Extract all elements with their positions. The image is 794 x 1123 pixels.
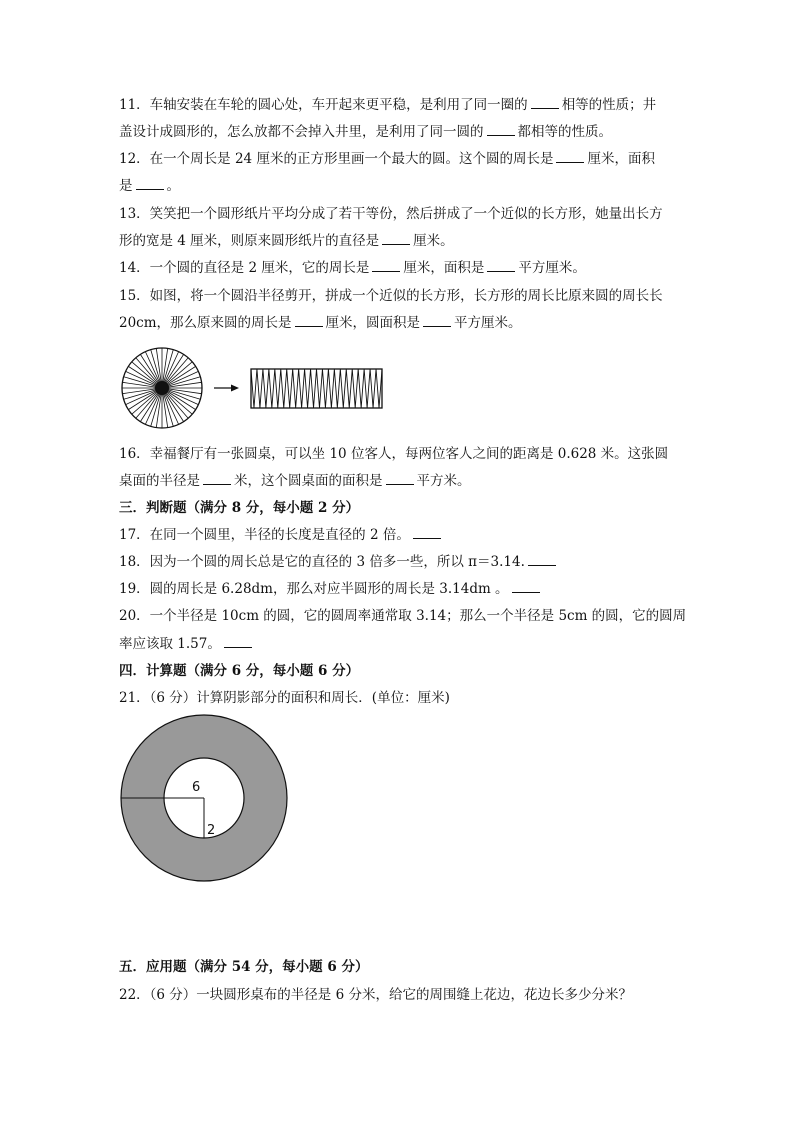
question-12-line-2: 是 。 <box>119 178 180 194</box>
sector-circle <box>122 348 202 428</box>
approximate-rectangle <box>251 369 382 408</box>
arrow-icon <box>214 385 239 392</box>
answer-blank[interactable] <box>382 232 410 245</box>
answer-blank[interactable] <box>413 526 441 539</box>
question-21: 21．（6 分）计算阴影部分的面积和周长．(单位：厘米) <box>119 690 450 706</box>
circle-to-rectangle-figure <box>118 347 388 433</box>
question-18: 18．因为一个圆的周长总是它的直径的 3 倍多一些，所以 π＝3.14. <box>119 552 679 572</box>
question-15-line-2: 20cm，那么原来圆的周长是 厘米，圆面积是 平方厘米。 <box>119 315 522 331</box>
section-3-heading: 三．判断题（满分 8 分，每小题 2 分） <box>119 500 360 516</box>
answer-blank[interactable] <box>531 96 559 109</box>
question-22: 22．（6 分）一块圆形桌布的半径是 6 分米，给它的周围缝上花边，花边长多少分米？ <box>119 987 632 1003</box>
question-12-line-1: 12．在一个周长是 24 厘米的正方形里画一个最大的圆。这个圆的周长是 厘米，面积 <box>119 151 655 167</box>
answer-blank[interactable] <box>295 314 323 327</box>
section-4-heading: 四．计算题（满分 6 分，每小题 6 分） <box>119 663 360 679</box>
question-11-line-1: 11．车轴安装在车轮的圆心处，车开起来更平稳，是利用了同一圈的 相等的性质；井 <box>119 97 657 113</box>
answer-blank[interactable] <box>136 177 164 190</box>
question-16-line-2: 桌面的半径是 米，这个圆桌面的面积是 平方米。 <box>119 473 471 489</box>
question-19: 19．圆的周长是 6.28dm，那么对应半圆形的周长是 3.14dm 。 <box>119 579 679 599</box>
answer-blank[interactable] <box>372 259 400 272</box>
answer-blank[interactable] <box>224 635 252 648</box>
section-5-heading: 五．应用题（满分 54 分，每小题 6 分） <box>119 959 369 975</box>
answer-blank[interactable] <box>512 580 540 593</box>
answer-blank[interactable] <box>487 259 515 272</box>
question-11-line-2: 盖设计成圆形的，怎么放都不会掉入井里，是利用了同一圆的 都相等的性质。 <box>119 124 612 140</box>
answer-blank[interactable] <box>423 314 451 327</box>
annulus-figure <box>118 712 290 884</box>
answer-blank[interactable] <box>203 472 231 485</box>
question-15-line-1: 15．如图，将一个圆沿半径剪开，拼成一个近似的长方形，长方形的周长比原来圆的周长长 <box>119 288 663 304</box>
question-17: 17．在同一个圆里，半径的长度是直径的 2 倍。 <box>119 525 679 545</box>
question-13-line-2: 形的宽是 4 厘米，则原来圆形纸片的直径是 厘米。 <box>119 233 454 249</box>
answer-blank[interactable] <box>386 472 414 485</box>
question-13-line-1: 13．笑笑把一个圆形纸片平均分成了若干等份，然后拼成了一个近似的长方形，她量出长方 <box>119 206 663 222</box>
inner-radius-label: 2 <box>207 823 216 838</box>
answer-blank[interactable] <box>528 553 556 566</box>
question-14: 14．一个圆的直径是 2 厘米，它的周长是 厘米，面积是 平方厘米。 <box>119 260 586 276</box>
question-20-line-1: 20．一个半径是 10cm 的圆，它的圆周率通常取 3.14；那么一个半径是 5cm 的圆，它的圆周 <box>119 608 687 624</box>
question-20-line-2: 率应该取 1.57。 <box>119 634 679 654</box>
outer-radius-label: 6 <box>192 780 201 795</box>
question-16-line-1: 16．幸福餐厅有一张圆桌，可以坐 10 位客人，每两位客人之间的距离是 0.628 米。这张圆 <box>119 446 669 462</box>
answer-blank[interactable] <box>556 150 584 163</box>
answer-blank[interactable] <box>487 123 515 136</box>
